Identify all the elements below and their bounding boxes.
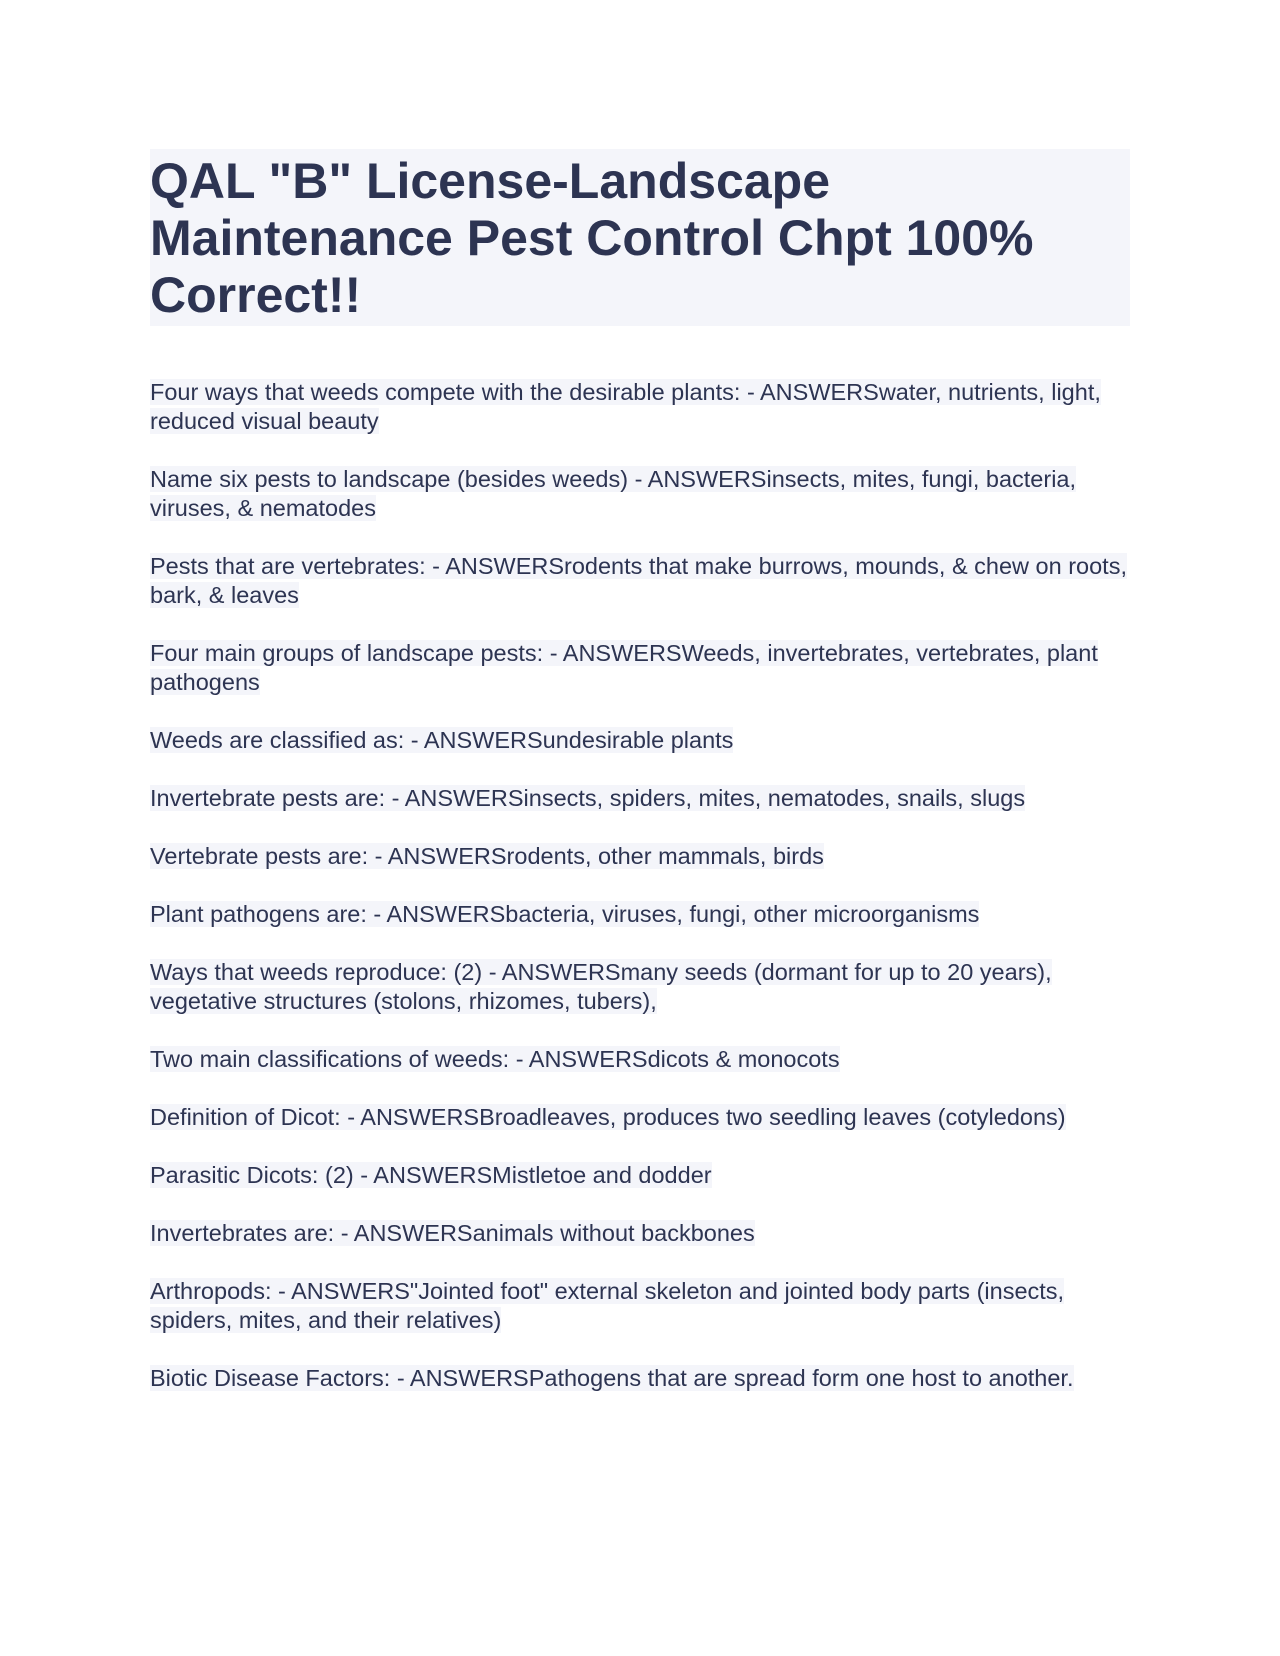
qa-item xyxy=(150,1219,1130,1248)
qa-text: Arthropods: - ANSWERS"Jointed foot" external skeleton and jointed body parts (insects, spiders, mites, and their relatives) xyxy=(150,1278,1065,1333)
qa-item xyxy=(150,552,1130,610)
qa-item xyxy=(150,958,1130,1016)
qa-item xyxy=(150,1045,1130,1074)
qa-text: Definition of Dicot: - ANSWERSBroadleaves, produces two seedling leaves (cotyledons) xyxy=(150,1104,1066,1130)
qa-item xyxy=(150,784,1130,813)
qa-text: Four main groups of landscape pests: - ANSWERSWeeds, invertebrates, vertebrates, plant pathogens xyxy=(150,640,1098,695)
qa-text: Vertebrate pests are: - ANSWERSrodents, other mammals, birds xyxy=(150,843,824,869)
qa-item xyxy=(150,639,1130,697)
qa-item xyxy=(150,378,1130,436)
qa-text: Four ways that weeds compete with the desirable plants: - ANSWERSwater, nutrients, light, reduced visual beauty xyxy=(150,379,1101,434)
qa-list xyxy=(150,378,1130,1393)
qa-item xyxy=(150,842,1130,871)
qa-text: Biotic Disease Factors: - ANSWERSPathogens that are spread form one host to another. xyxy=(150,1365,1074,1391)
title-block xyxy=(150,149,1130,326)
qa-text: Ways that weeds reproduce: (2) - ANSWERSmany seeds (dormant for up to 20 years), vegetative structures (stolons, rhizomes, tubers), xyxy=(150,959,1052,1014)
qa-item xyxy=(150,726,1130,755)
qa-item xyxy=(150,465,1130,523)
document-title: QAL "B" License-Landscape Maintenance Pest Control Chpt 100% Correct!! xyxy=(150,153,1034,323)
qa-text: Two main classifications of weeds: - ANSWERSdicots & monocots xyxy=(150,1046,840,1072)
qa-item xyxy=(150,900,1130,929)
qa-text: Pests that are vertebrates: - ANSWERSrodents that make burrows, mounds, & chew on roots, bark, & leaves xyxy=(150,553,1127,608)
qa-text: Parasitic Dicots: (2) - ANSWERSMistletoe and dodder xyxy=(150,1162,712,1188)
document-page xyxy=(150,149,1130,1422)
qa-item xyxy=(150,1103,1130,1132)
qa-text: Invertebrates are: - ANSWERSanimals without backbones xyxy=(150,1220,755,1246)
qa-text: Weeds are classified as: - ANSWERSundesirable plants xyxy=(150,727,734,753)
qa-item xyxy=(150,1277,1130,1335)
qa-item xyxy=(150,1364,1130,1393)
qa-text: Invertebrate pests are: - ANSWERSinsects, spiders, mites, nematodes, snails, slugs xyxy=(150,785,1026,811)
qa-text: Plant pathogens are: - ANSWERSbacteria, viruses, fungi, other microorganisms xyxy=(150,901,980,927)
qa-item xyxy=(150,1161,1130,1190)
qa-text: Name six pests to landscape (besides weeds) - ANSWERSinsects, mites, fungi, bacteria, viruses, & nematodes xyxy=(150,466,1077,521)
